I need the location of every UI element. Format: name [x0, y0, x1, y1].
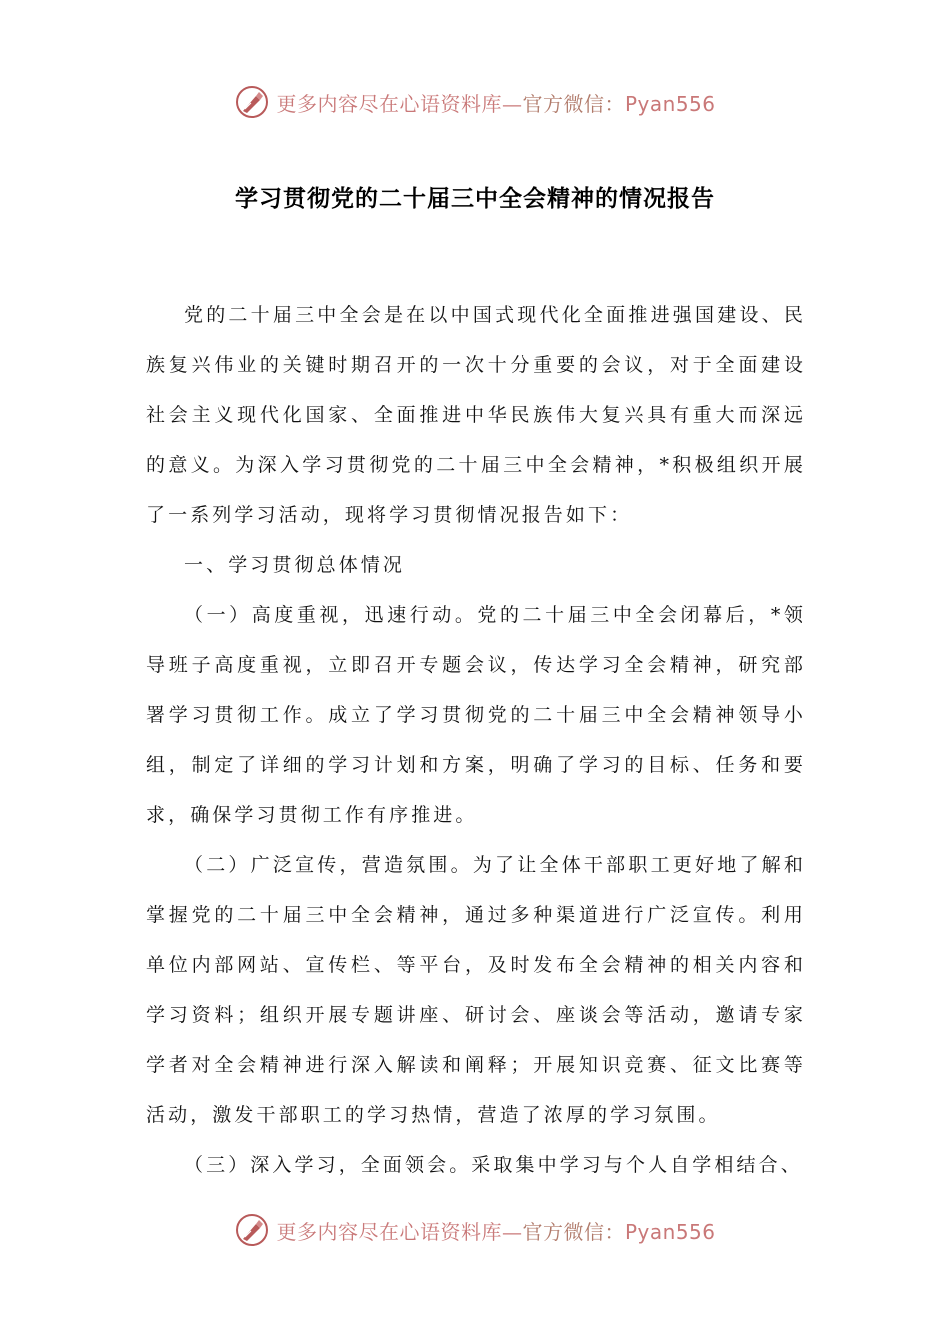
section-heading-1: 一、学习贯彻总体情况 — [184, 554, 406, 576]
watermark-brand: 更多内容尽在心语资料库 — [276, 1219, 502, 1244]
watermark-wechat-id: Pyan556 — [624, 1219, 716, 1244]
watermark-brand: 更多内容尽在心语资料库 — [276, 91, 502, 116]
watermark-wechat-label: 官方微信： — [522, 91, 625, 116]
watermark-wechat-id: Pyan556 — [624, 91, 716, 116]
watermark-separator: — — [501, 1219, 523, 1244]
watermark-text — [276, 1216, 715, 1245]
paragraph-section-1-2: （二）广泛宣传，营造氛围。为了让全体干部职工更好地了解和掌握党的二十届三中全会精神，通过多种渠道进行广泛宣传。利用单位内部网站、宣传栏、等平台，及时发布全会精神的相关内容和学习资料；组织开展专题讲座、研讨会、座谈会等活动，邀请专家学者对全会精神进行深入解读和阐释；开展知识竞赛、征文比赛等活动，激发干部职工的学习热情，营造了浓厚的学习氛围。 — [146, 854, 806, 1126]
watermark-text — [276, 88, 715, 117]
pen-nib-logo-icon — [234, 84, 270, 120]
document-body — [146, 290, 806, 1190]
watermark-wechat-label: 官方微信： — [522, 1219, 625, 1244]
paragraph-section-1-1: （一）高度重视，迅速行动。党的二十届三中全会闭幕后，*领导班子高度重视，立即召开专题会议，传达学习全会精神，研究部署学习贯彻工作。成立了学习贯彻党的二十届三中全会精神领导小组，制定了详细的学习计划和方案，明确了学习的目标、任务和要求，确保学习贯彻工作有序推进。 — [146, 604, 806, 826]
header-watermark — [0, 80, 950, 124]
pen-nib-logo-icon — [234, 1212, 270, 1248]
document-title: 学习贯彻党的二十届三中全会精神的情况报告 — [235, 186, 715, 212]
footer-watermark — [0, 1208, 950, 1252]
watermark-separator: — — [501, 91, 523, 116]
paragraph-section-1-3: （三）深入学习，全面领会。采取集中学习与个人自学相结合、 — [184, 1154, 803, 1176]
paragraph-intro: 党的二十届三中全会是在以中国式现代化全面推进强国建设、民族复兴伟业的关键时期召开的一次十分重要的会议，对于全面建设社会主义现代化国家、全面推进中华民族伟大复兴具有重大而深远的意义。为深入学习贯彻党的二十届三中全会精神，*积极组织开展了一系列学习活动，现将学习贯彻情况报告如下： — [146, 304, 806, 526]
